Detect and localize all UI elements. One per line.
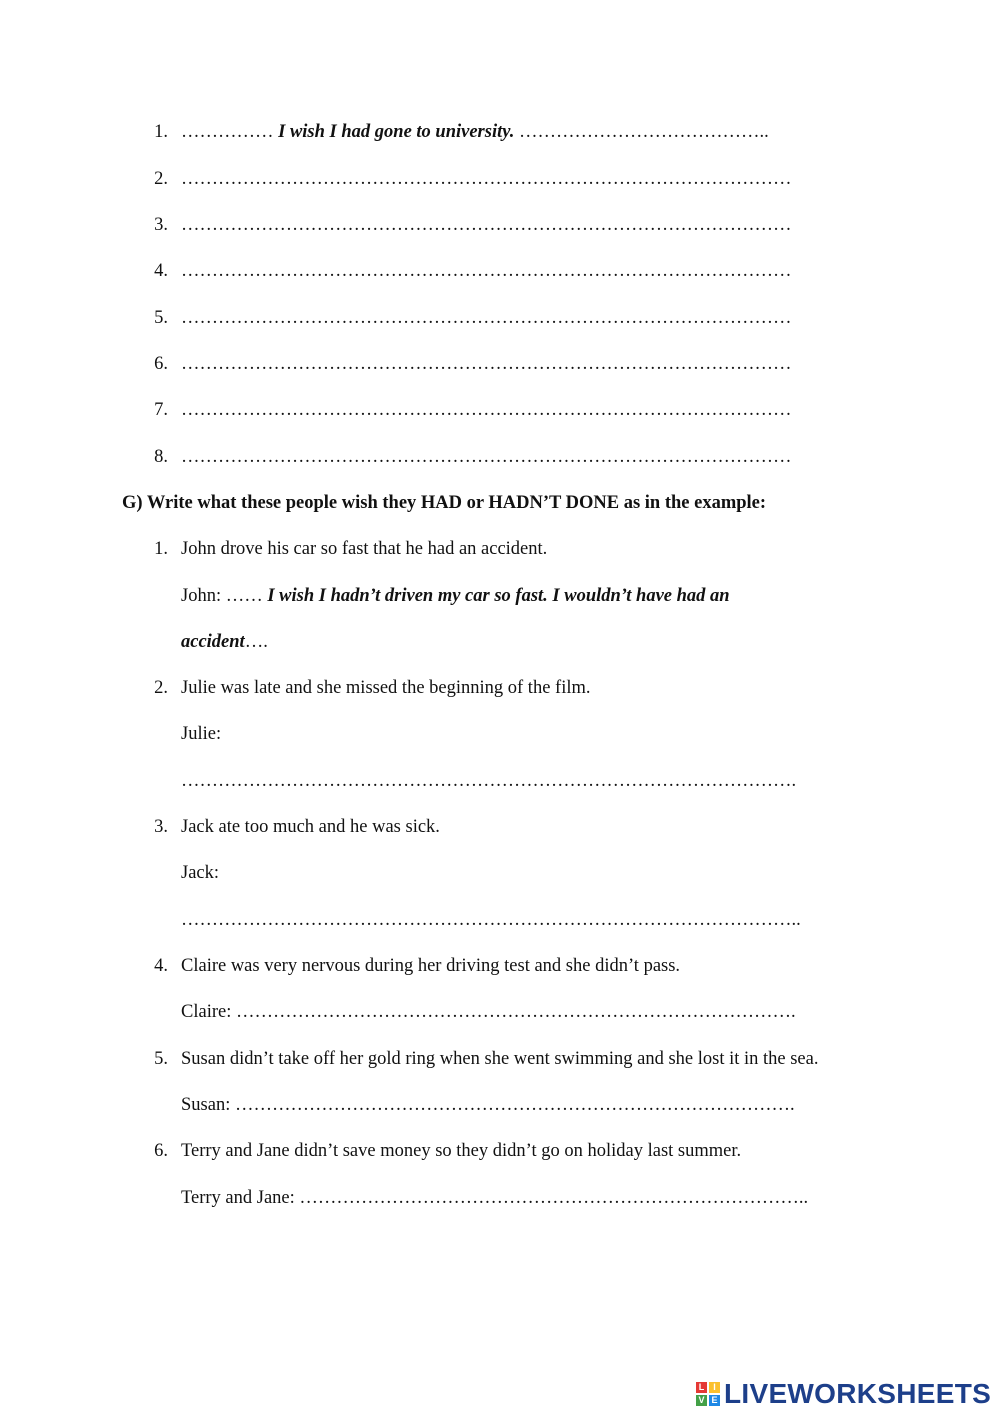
dots: ………………………………….. bbox=[519, 122, 769, 142]
logo-tile: V bbox=[696, 1395, 707, 1406]
item-prompt: Julie was late and she missed the beginning of the film. bbox=[181, 678, 591, 698]
speaker-label: John: …… bbox=[181, 586, 263, 606]
line-number: 4. bbox=[154, 261, 168, 281]
item-number: 3. bbox=[154, 817, 168, 837]
item-prompt: Susan didn’t take off her gold ring when she went swimming and she lost it in the sea. bbox=[181, 1049, 819, 1069]
example-answer: I wish I hadn’t driven my car so fast. I wouldn’t have had an bbox=[267, 586, 730, 606]
example-answer: accident bbox=[181, 632, 245, 652]
line-number: 7. bbox=[154, 400, 168, 420]
answer-blank-jack[interactable]: ……………………………………………………………………………………….. bbox=[181, 910, 801, 930]
example-answer: I wish I had gone to university. bbox=[278, 122, 515, 142]
answer-blank[interactable]: ……………………………………………………………………………………… bbox=[181, 261, 792, 281]
section-g-heading: G) Write what these people wish they HAD or HADN’T DONE as in the example: bbox=[122, 493, 767, 513]
logo-tile: I bbox=[709, 1382, 720, 1393]
answer-blank[interactable]: ……………………………………………………………………………………… bbox=[181, 308, 792, 328]
line-number: 5. bbox=[154, 308, 168, 328]
example-answer-line-2 bbox=[181, 631, 268, 653]
line-number: 8. bbox=[154, 447, 168, 467]
line-number: 6. bbox=[154, 354, 168, 374]
item-prompt: John drove his car so fast that he had an accident. bbox=[181, 539, 548, 559]
answer-blank[interactable]: ……………………………………………………………………………………… bbox=[181, 400, 792, 420]
item-number: 1. bbox=[154, 539, 168, 559]
answer-blank[interactable]: ……………………………………………………………………………………… bbox=[181, 447, 792, 467]
line-content bbox=[181, 121, 769, 143]
item-prompt: Terry and Jane didn’t save money so they didn’t go on holiday last summer. bbox=[181, 1141, 742, 1161]
speaker-label-julie: Julie: bbox=[181, 724, 222, 744]
answer-blank[interactable]: ……………………………………………………………………………………… bbox=[181, 354, 792, 374]
logo-tile: L bbox=[696, 1382, 707, 1393]
dots: …………… bbox=[181, 122, 274, 142]
answer-blank-claire[interactable]: Claire: ………………………………………………………………………………. bbox=[181, 1002, 796, 1022]
answer-blank[interactable]: ……………………………………………………………………………………… bbox=[181, 169, 792, 189]
speaker-label-jack: Jack: bbox=[181, 863, 220, 883]
logo-text: LIVEWORKSHEETS bbox=[724, 1378, 992, 1409]
line-number: 1. bbox=[154, 122, 168, 142]
answer-blank-susan[interactable]: Susan: ………………………………………………………………………………. bbox=[181, 1095, 795, 1115]
liveworksheets-logo[interactable] bbox=[696, 1378, 991, 1410]
answer-blank-terry-jane[interactable]: Terry and Jane: ……………………………………………………………………….. bbox=[181, 1188, 809, 1208]
item-prompt: Jack ate too much and he was sick. bbox=[181, 817, 440, 837]
item-number: 5. bbox=[154, 1049, 168, 1069]
item-number: 6. bbox=[154, 1141, 168, 1161]
item-number: 4. bbox=[154, 956, 168, 976]
example-answer-line-1 bbox=[181, 585, 730, 607]
item-prompt: Claire was very nervous during her driving test and she didn’t pass. bbox=[181, 956, 681, 976]
answer-blank-julie[interactable]: ………………………………………………………………………………………. bbox=[181, 771, 797, 791]
dots: …. bbox=[244, 632, 268, 652]
answer-blank[interactable]: ……………………………………………………………………………………… bbox=[181, 215, 792, 235]
item-number: 2. bbox=[154, 678, 168, 698]
logo-tiles-icon bbox=[696, 1382, 720, 1406]
line-number: 3. bbox=[154, 215, 168, 235]
logo-tile: E bbox=[709, 1395, 720, 1406]
line-number: 2. bbox=[154, 169, 168, 189]
